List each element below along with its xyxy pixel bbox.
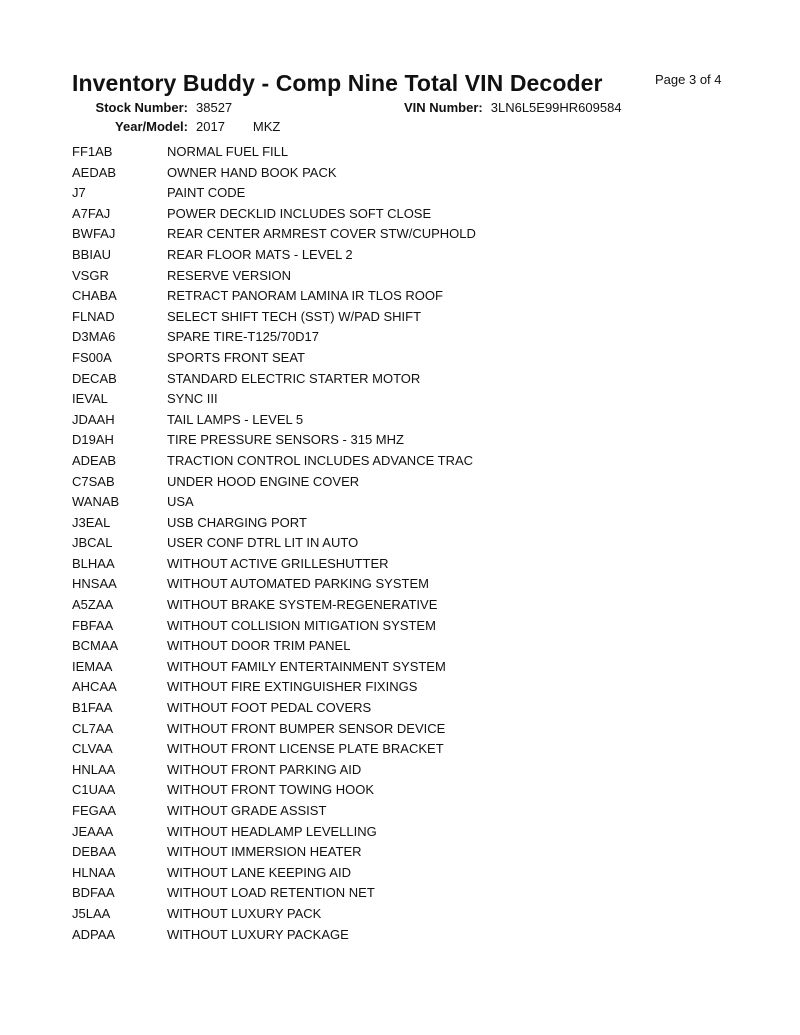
option-code: IEMAA bbox=[72, 658, 113, 674]
option-code-row bbox=[72, 245, 772, 266]
option-code-row bbox=[72, 327, 772, 348]
option-code-row bbox=[72, 616, 772, 637]
option-code-row bbox=[72, 142, 772, 163]
option-code: IEVAL bbox=[72, 391, 108, 407]
option-code: BDFAA bbox=[72, 885, 115, 901]
option-code-row bbox=[72, 739, 772, 760]
option-code: DECAB bbox=[72, 370, 117, 386]
option-code-row bbox=[72, 760, 772, 781]
option-description: REAR CENTER ARMREST COVER STW/CUPHOLD bbox=[167, 226, 476, 242]
option-code: HNSAA bbox=[72, 576, 117, 592]
option-description: WITHOUT AUTOMATED PARKING SYSTEM bbox=[167, 576, 429, 592]
option-description: SPORTS FRONT SEAT bbox=[167, 349, 305, 365]
vin-number-field bbox=[404, 100, 622, 115]
option-code: WANAB bbox=[72, 494, 120, 510]
option-description: WITHOUT FAMILY ENTERTAINMENT SYSTEM bbox=[167, 658, 446, 674]
option-code: BCMAA bbox=[72, 638, 119, 654]
option-description: WITHOUT ACTIVE GRILLESHUTTER bbox=[167, 555, 389, 571]
option-description: WITHOUT FIRE EXTINGUISHER FIXINGS bbox=[167, 679, 418, 695]
option-code: FEGAA bbox=[72, 803, 117, 818]
option-description: SYNC III bbox=[167, 391, 218, 407]
option-code-row bbox=[72, 863, 772, 884]
option-code-row bbox=[72, 677, 772, 698]
option-description: USA bbox=[167, 494, 194, 510]
year-value: 2017 bbox=[196, 119, 225, 134]
stock-number-field bbox=[72, 100, 232, 115]
option-code: A7FAJ bbox=[72, 205, 111, 221]
option-code: J7 bbox=[72, 185, 86, 201]
option-code-row bbox=[72, 472, 772, 493]
option-description: TAIL LAMPS - LEVEL 5 bbox=[167, 411, 304, 427]
option-code: FS00A bbox=[72, 349, 112, 365]
option-code: HNLAA bbox=[72, 761, 116, 777]
option-description: TIRE PRESSURE SENSORS - 315 MHZ bbox=[167, 432, 404, 448]
option-description: WITHOUT GRADE ASSIST bbox=[167, 803, 327, 818]
option-code: DEBAA bbox=[72, 844, 117, 860]
option-description: WITHOUT IMMERSION HEATER bbox=[167, 844, 362, 860]
option-code-row bbox=[72, 822, 772, 843]
option-code-row bbox=[72, 163, 772, 184]
option-code-row bbox=[72, 307, 772, 328]
option-code-row bbox=[72, 204, 772, 225]
option-code-row bbox=[72, 451, 772, 472]
option-code-row bbox=[72, 925, 772, 946]
option-code: C7SAB bbox=[72, 473, 115, 489]
option-description: SPARE TIRE-T125/70D17 bbox=[167, 329, 319, 345]
option-code-row bbox=[72, 533, 772, 554]
option-code: BWFAJ bbox=[72, 226, 116, 242]
option-code-row bbox=[72, 266, 772, 287]
option-code-row bbox=[72, 348, 772, 369]
option-code-row bbox=[72, 657, 772, 678]
option-description: WITHOUT LUXURY PACK bbox=[167, 905, 322, 921]
option-code-row bbox=[72, 410, 772, 431]
vin-number-label: VIN Number: bbox=[404, 100, 483, 115]
option-code: CHABA bbox=[72, 288, 117, 304]
option-description: USB CHARGING PORT bbox=[167, 514, 307, 530]
option-description: RESERVE VERSION bbox=[167, 267, 292, 283]
option-description: WITHOUT FOOT PEDAL COVERS bbox=[167, 700, 372, 716]
option-code-row bbox=[72, 595, 772, 616]
option-description: WITHOUT FRONT PARKING AID bbox=[167, 761, 362, 777]
option-code-row bbox=[72, 719, 772, 740]
option-description: POWER DECKLID INCLUDES SOFT CLOSE bbox=[167, 205, 432, 221]
option-code-row bbox=[72, 369, 772, 390]
option-description: WITHOUT COLLISION MITIGATION SYSTEM bbox=[167, 617, 436, 633]
option-code: FBFAA bbox=[72, 617, 114, 633]
option-code: AHCAA bbox=[72, 679, 117, 695]
option-description: PAINT CODE bbox=[167, 185, 246, 201]
option-description: SELECT SHIFT TECH (SST) W/PAD SHIFT bbox=[167, 308, 422, 324]
option-code: A5ZAA bbox=[72, 597, 114, 613]
option-description: WITHOUT LANE KEEPING AID bbox=[167, 864, 351, 880]
option-code: C1UAA bbox=[72, 782, 116, 798]
option-code: JEAAA bbox=[72, 823, 114, 839]
option-code-row bbox=[72, 842, 772, 863]
option-code-row bbox=[72, 286, 772, 307]
option-code: VSGR bbox=[72, 267, 109, 283]
page-number: Page 3 of 4 bbox=[655, 72, 722, 87]
option-description: STANDARD ELECTRIC STARTER MOTOR bbox=[167, 370, 421, 386]
option-code-row bbox=[72, 574, 772, 595]
option-code: CL7AA bbox=[72, 720, 114, 736]
option-code: B1FAA bbox=[72, 700, 113, 716]
option-code-row bbox=[72, 492, 772, 513]
option-description: TRACTION CONTROL INCLUDES ADVANCE TRAC bbox=[167, 452, 474, 468]
option-code: BBIAU bbox=[72, 246, 112, 262]
option-code-row bbox=[72, 883, 772, 904]
stock-number-label: Stock Number: bbox=[95, 100, 188, 115]
option-description: WITHOUT LUXURY PACKAGE bbox=[167, 926, 349, 942]
year-model-field bbox=[72, 119, 280, 134]
vin-number-value: 3LN6L5E99HR609584 bbox=[490, 100, 622, 115]
option-code: HLNAA bbox=[72, 864, 116, 880]
option-code: BLHAA bbox=[72, 555, 115, 571]
option-description: NORMAL FUEL FILL bbox=[167, 144, 289, 159]
option-code-row bbox=[72, 389, 772, 410]
option-code-row bbox=[72, 636, 772, 657]
option-code-row bbox=[72, 801, 772, 822]
option-code-row bbox=[72, 554, 772, 575]
option-description: WITHOUT LOAD RETENTION NET bbox=[167, 885, 375, 901]
model-value: MKZ bbox=[252, 119, 281, 134]
option-description: OWNER HAND BOOK PACK bbox=[167, 164, 337, 180]
option-description: WITHOUT HEADLAMP LEVELLING bbox=[167, 823, 377, 839]
option-description: UNDER HOOD ENGINE COVER bbox=[167, 473, 360, 489]
option-code: J5LAA bbox=[72, 905, 111, 921]
option-description: WITHOUT DOOR TRIM PANEL bbox=[167, 638, 351, 654]
option-code: FLNAD bbox=[72, 308, 115, 324]
option-code-row bbox=[72, 430, 772, 451]
option-description: USER CONF DTRL LIT IN AUTO bbox=[167, 535, 359, 551]
option-code-row bbox=[72, 904, 772, 925]
option-code: D3MA6 bbox=[72, 329, 116, 345]
option-code: AEDAB bbox=[72, 164, 117, 180]
option-code: CLVAA bbox=[72, 741, 113, 757]
year-model-label: Year/Model: bbox=[115, 119, 188, 134]
option-code: JBCAL bbox=[72, 535, 113, 551]
option-description: REAR FLOOR MATS - LEVEL 2 bbox=[167, 246, 353, 262]
option-code-row bbox=[72, 183, 772, 204]
option-code-row bbox=[72, 780, 772, 801]
option-code: JDAAH bbox=[72, 411, 115, 427]
option-code: FF1AB bbox=[72, 144, 113, 159]
page-title: Inventory Buddy - Comp Nine Total VIN Decoder bbox=[72, 70, 603, 96]
option-description: WITHOUT FRONT BUMPER SENSOR DEVICE bbox=[167, 720, 446, 736]
stock-number-value: 38527 bbox=[196, 100, 233, 115]
option-code-list bbox=[72, 142, 772, 945]
option-code: ADEAB bbox=[72, 452, 117, 468]
option-code-row bbox=[72, 698, 772, 719]
option-description: WITHOUT FRONT LICENSE PLATE BRACKET bbox=[167, 741, 444, 757]
option-code: ADPAA bbox=[72, 926, 116, 942]
option-code-row bbox=[72, 224, 772, 245]
option-description: WITHOUT FRONT TOWING HOOK bbox=[167, 782, 375, 798]
option-description: RETRACT PANORAM LAMINA IR TLOS ROOF bbox=[167, 288, 443, 304]
option-code-row bbox=[72, 513, 772, 534]
option-code: D19AH bbox=[72, 432, 114, 448]
option-description: WITHOUT BRAKE SYSTEM-REGENERATIVE bbox=[167, 597, 438, 613]
option-code: J3EAL bbox=[72, 514, 111, 530]
